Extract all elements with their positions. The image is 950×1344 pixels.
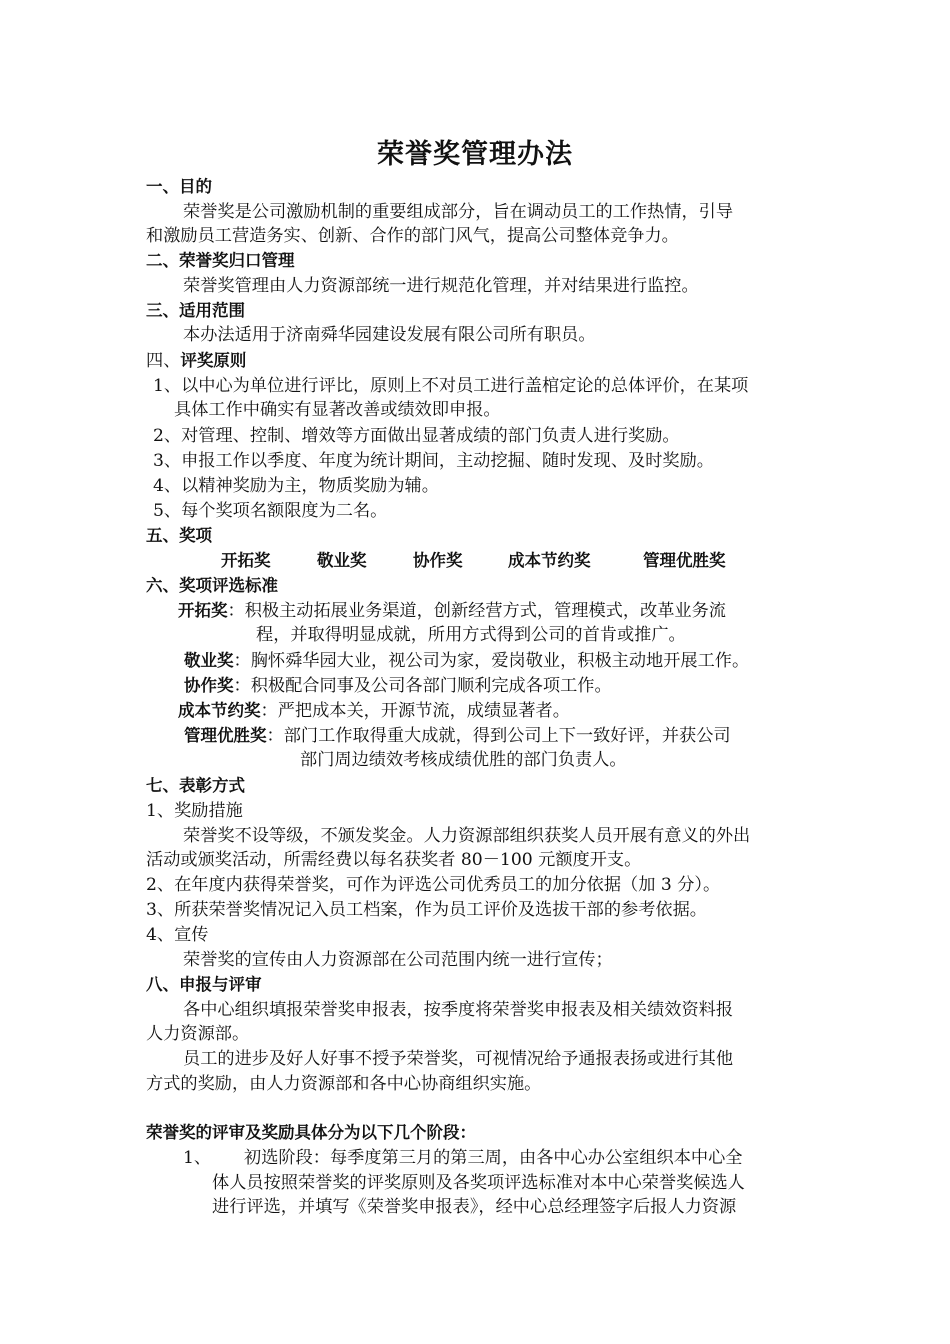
criteria-text: 积极主动拓展业务渠道，创新经营方式，管理模式，改革业务流 (244, 601, 726, 621)
paragraph-line: 活动或颁奖活动，所需经费以每名获奖者 80－100 元额度开支。 (146, 850, 642, 870)
award-name: 管理优胜奖 (643, 551, 726, 570)
paragraph-line: 人力资源部。 (146, 1024, 250, 1044)
paragraph-line: 本办法适用于济南舜华园建设发展有限公司所有职员。 (183, 325, 596, 345)
stage-line: 初选阶段：每季度第三月的第三周，由各中心办公室组织本中心全 (244, 1148, 743, 1168)
section-heading-7: 七、表彰方式 (146, 776, 245, 795)
criteria-item: 开拓奖：积极主动拓展业务渠道，创新经营方式，管理模式，改革业务流 (178, 601, 726, 621)
paragraph-line: 和激励员工营造务实、创新、合作的部门风气，提高公司整体竞争力。 (146, 226, 679, 246)
stage-number: 1、 (183, 1148, 212, 1168)
criteria-item: 协作奖：积极配合同事及公司各部门顺利完成各项工作。 (184, 676, 612, 696)
criteria-item: 管理优胜奖：部门工作取得重大成就，得到公司上下一致好评，并获公司 (184, 726, 731, 746)
criteria-text: 胸怀舜华园大业，视公司为家，爱岗敬业，积极主动地开展工作。 (250, 651, 750, 671)
heading-text: 评奖原则 (180, 351, 247, 370)
list-item: 2、对管理、控制、增效等方面做出显著成绩的部门负责人进行奖励。 (153, 426, 680, 446)
list-item: 5、每个奖项名额限度为二名。 (153, 501, 388, 521)
list-item: 4、以精神奖励为主，物质奖励为辅。 (153, 476, 439, 496)
list-item: 1、以中心为单位进行评比，原则上不对员工进行盖棺定论的总体评价，在某项 (153, 376, 749, 396)
heading-prefix: 四、 (146, 351, 181, 371)
criteria-name: 管理优胜奖 (184, 726, 267, 745)
award-name: 开拓奖 (221, 551, 271, 570)
paragraph-line: 1、奖励措施 (146, 801, 243, 821)
criteria-name: 敬业奖 (184, 651, 234, 670)
criteria-name: 开拓奖 (178, 601, 228, 620)
criteria-text: 严把成本关，开源节流，成绩显著者。 (277, 701, 570, 721)
criteria-name: 协作奖 (184, 676, 234, 695)
paragraph-line: 荣誉奖不设等级，不颁发奖金。人力资源部组织获奖人员开展有意义的外出 (183, 826, 751, 846)
paragraph-line: 员工的进步及好人好事不授予荣誉奖，可视情况给予通报表扬或进行其他 (183, 1049, 734, 1069)
paragraph-line: 荣誉奖的宣传由人力资源部在公司范围内统一进行宣传； (183, 950, 613, 970)
paragraph-line: 4、宣传 (146, 925, 209, 945)
section-heading-5: 五、奖项 (146, 526, 212, 545)
paragraph-line: 方式的奖励，由人力资源部和各中心协商组织实施。 (146, 1074, 542, 1094)
list-item: 3、申报工作以季度、年度为统计期间，主动挖掘、随时发现、及时奖励。 (153, 451, 714, 471)
paragraph-line: 3、所获荣誉奖情况记入员工档案，作为员工评价及选拔干部的参考依据。 (146, 900, 707, 920)
section-heading-8: 八、申报与评审 (146, 975, 262, 994)
stage-line: 进行评选，并填写《荣誉奖申报表》，经中心总经理签字后报人力资源 (212, 1197, 737, 1217)
criteria-name: 成本节约奖 (178, 701, 261, 720)
section-heading-4 (146, 350, 246, 372)
paragraph-line: 2、在年度内获得荣誉奖，可作为评选公司优秀员工的加分依据（加 3 分）。 (146, 875, 721, 895)
award-name: 成本节约奖 (508, 551, 591, 570)
criteria-item: 成本节约奖：严把成本关，开源节流，成绩显著者。 (178, 701, 570, 721)
criteria-text-cont: 部门周边绩效考核成绩优胜的部门负责人。 (300, 750, 627, 770)
criteria-text: 积极配合同事及公司各部门顺利完成各项工作。 (250, 676, 612, 696)
paragraph-line: 荣誉奖是公司激励机制的重要组成部分，旨在调动员工的工作热情，引导 (183, 202, 734, 222)
award-name: 协作奖 (413, 551, 463, 570)
criteria-text-cont: 程，并取得明显成就，所用方式得到公司的首肯或推广。 (256, 625, 686, 645)
section-heading-3: 三、适用范围 (146, 301, 245, 320)
criteria-text: 部门工作取得重大成就，得到公司上下一致好评，并获公司 (283, 726, 731, 746)
paragraph-line: 荣誉奖管理由人力资源部统一进行规范化管理，并对结果进行监控。 (183, 276, 699, 296)
paragraph-line: 各中心组织填报荣誉奖申报表，按季度将荣誉奖申报表及相关绩效资料报 (183, 1000, 734, 1020)
section-heading-1: 一、目的 (146, 177, 212, 196)
stage-line: 体人员按照荣誉奖的评奖原则及各奖项评选标准对本中心荣誉奖候选人 (212, 1173, 745, 1193)
section-heading-2: 二、荣誉奖归口管理 (146, 251, 295, 270)
list-item: 具体工作中确实有显著改善或绩效即申报。 (174, 400, 501, 420)
section-heading-6: 六、奖项评选标准 (146, 576, 278, 595)
page-title: 荣誉奖管理办法 (377, 139, 573, 170)
stages-heading: 荣誉奖的评审及奖励具体分为以下几个阶段： (146, 1123, 476, 1142)
award-name: 敬业奖 (317, 551, 367, 570)
criteria-item: 敬业奖：胸怀舜华园大业，视公司为家，爱岗敬业，积极主动地开展工作。 (184, 651, 750, 671)
